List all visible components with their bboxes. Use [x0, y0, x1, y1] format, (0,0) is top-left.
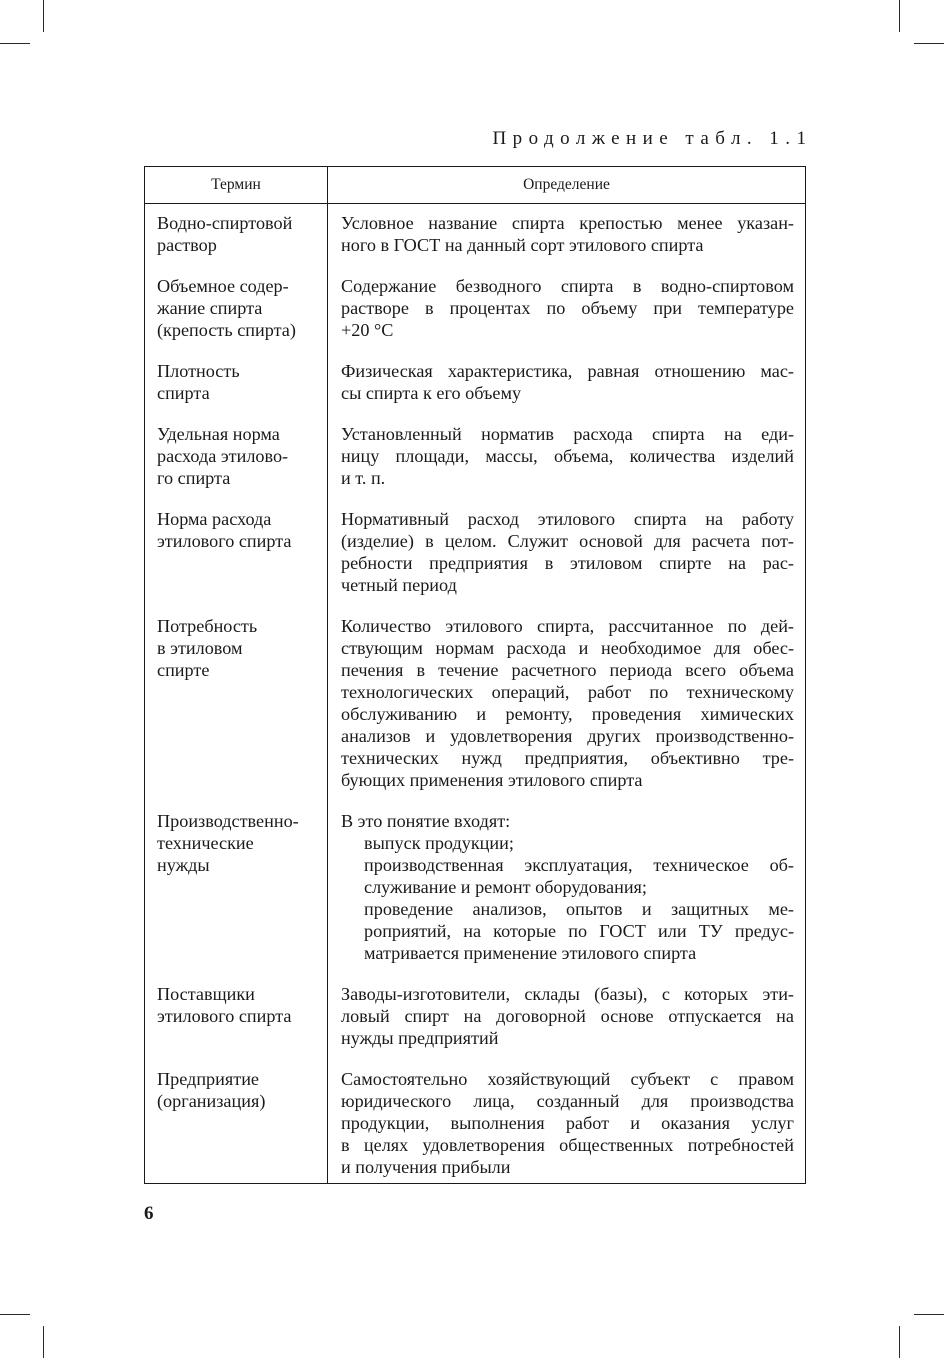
definition-line: Установленный норматив расхода спирта на еди- — [341, 424, 794, 444]
definition-line: печения в течение расчетного периода всего объема — [341, 660, 794, 680]
definition-line: анализов и удовлетворения других производственно- — [341, 726, 794, 746]
terms-table — [144, 166, 806, 1184]
definition-line: проведение анализов, опытов и защитных ме- — [364, 899, 794, 919]
definition-line: четный период — [341, 575, 457, 595]
definition-cell — [328, 810, 805, 964]
crop-mark — [914, 1314, 944, 1315]
definition-line: Физическая характеристика, равная отношению мас- — [341, 361, 794, 381]
definition-line: растворе в процентах по объему при температуре — [341, 298, 794, 318]
table-row — [145, 212, 805, 256]
term-line: этилового спирта — [157, 531, 292, 551]
table-row — [145, 360, 805, 404]
term-line: (крепость спирта) — [157, 320, 296, 340]
term-line: го спирта — [157, 468, 231, 488]
definition-line: Нормативный расход этилового спирта на работу — [341, 509, 794, 529]
definition-line: В это понятие входят: — [341, 811, 511, 831]
definition-line: роприятий, на которые по ГОСТ или ТУ предус- — [364, 921, 794, 941]
definition-line: ребности предприятия в этиловом спирте на рас- — [341, 553, 794, 573]
definition-line: ствующим нормам расхода и необходимое для обес- — [341, 638, 794, 658]
term-line: нужды — [157, 855, 210, 875]
term-line: Объемное содер- — [157, 276, 289, 296]
term-line: расхода этилово- — [157, 446, 289, 466]
definition-line: бующих применения этилового спирта — [341, 770, 643, 790]
table-body — [145, 204, 805, 1183]
term-cell — [145, 1068, 328, 1178]
crop-mark — [899, 0, 900, 32]
definition-line: Количество этилового спирта, рассчитанное по дей- — [341, 616, 794, 636]
definition-cell — [328, 615, 805, 791]
column-header-definition: Определение — [523, 176, 610, 193]
crop-mark — [43, 1326, 44, 1358]
definition-cell — [328, 508, 805, 596]
definition-line: Заводы-изготовители, склады (базы), с которых эти- — [341, 984, 794, 1004]
table-header-row — [145, 167, 805, 204]
definition-line: и получения прибыли — [341, 1157, 511, 1177]
definition-line: в целях удовлетворения общественных потребностей — [341, 1135, 794, 1155]
definition-cell — [328, 212, 805, 256]
definition-cell — [328, 983, 805, 1049]
definition-line: Самостоятельно хозяйствующий субъект с правом — [341, 1069, 794, 1089]
term-cell — [145, 508, 328, 596]
term-line: Потребность — [157, 616, 258, 636]
definition-line: обслуживанию и ремонту, проведения химических — [341, 704, 794, 724]
crop-mark — [914, 43, 944, 44]
definition-line: ного в ГОСТ на данный сорт этилового спирта — [341, 235, 704, 255]
term-line: Водно-спиртовой — [157, 213, 293, 233]
table-row — [145, 810, 805, 964]
term-line: этилового спирта — [157, 1006, 292, 1026]
table-row — [145, 508, 805, 596]
term-line: раствор — [157, 235, 217, 255]
definition-cell — [328, 275, 805, 341]
definition-line: (изделие) в целом. Служит основой для расчета пот- — [341, 531, 794, 551]
table-row — [145, 983, 805, 1049]
definition-line: производственная эксплуатация, техническое об- — [364, 855, 794, 875]
table-row — [145, 423, 805, 489]
term-cell — [145, 983, 328, 1049]
term-line: Удельная норма — [157, 424, 280, 444]
term-line: Норма расхода — [157, 509, 272, 529]
crop-mark — [43, 0, 44, 32]
table-row — [145, 615, 805, 791]
column-header-term: Термин — [145, 167, 328, 203]
definition-line: сы спирта к его объему — [341, 383, 522, 403]
term-line: (организация) — [157, 1091, 266, 1111]
definition-line: служивание и ремонт оборудования; — [364, 877, 647, 897]
term-line: в этиловом — [157, 638, 243, 658]
definition-line: +20 °C — [341, 320, 394, 340]
table-row — [145, 275, 805, 341]
definition-line: матривается применение этилового спирта — [364, 943, 697, 963]
definition-line: выпуск продукции; — [364, 833, 514, 853]
term-line: спирта — [157, 383, 210, 403]
definition-line: юридического лица, созданный для производства — [341, 1091, 794, 1111]
definition-line: технологических операций, работ по техническому — [341, 682, 794, 702]
definition-line: ловый спирт на договорной основе отпускается на — [341, 1006, 794, 1026]
term-line: Производственно- — [157, 811, 299, 831]
definition-line: нужды предприятий — [341, 1028, 499, 1048]
term-cell — [145, 615, 328, 791]
definition-cell — [328, 360, 805, 404]
table-row — [145, 1068, 805, 1178]
term-line: жание спирта — [157, 298, 263, 318]
definition-line: продукции, выполнения работ и оказания услуг — [341, 1113, 794, 1133]
definition-cell — [328, 423, 805, 489]
table-rows — [145, 204, 805, 1183]
table-continuation-caption: Продолжение табл. 1.1 — [492, 128, 813, 149]
term-cell — [145, 423, 328, 489]
definition-line: технических нужд предприятия, объективно тре- — [341, 748, 794, 768]
term-line: технические — [157, 833, 254, 853]
crop-mark — [0, 1314, 30, 1315]
page-number: 6 — [144, 1203, 154, 1224]
term-cell — [145, 360, 328, 404]
term-line: Предприятие — [157, 1069, 259, 1089]
definition-line: ницу площади, массы, объема, количества изделий — [341, 446, 794, 466]
crop-mark — [899, 1326, 900, 1358]
definition-line: Содержание безводного спирта в водно-спиртовом — [341, 276, 794, 296]
term-line: спирте — [157, 660, 210, 680]
column-divider — [327, 204, 328, 1183]
definition-line: и т. п. — [341, 468, 386, 488]
term-cell — [145, 212, 328, 256]
crop-mark — [0, 43, 30, 44]
term-line: Плотность — [157, 361, 240, 381]
definition-line: Условное название спирта крепостью менее указан- — [341, 213, 794, 233]
term-cell — [145, 810, 328, 964]
term-line: Поставщики — [157, 984, 255, 1004]
definition-cell — [328, 1068, 805, 1178]
term-cell — [145, 275, 328, 341]
